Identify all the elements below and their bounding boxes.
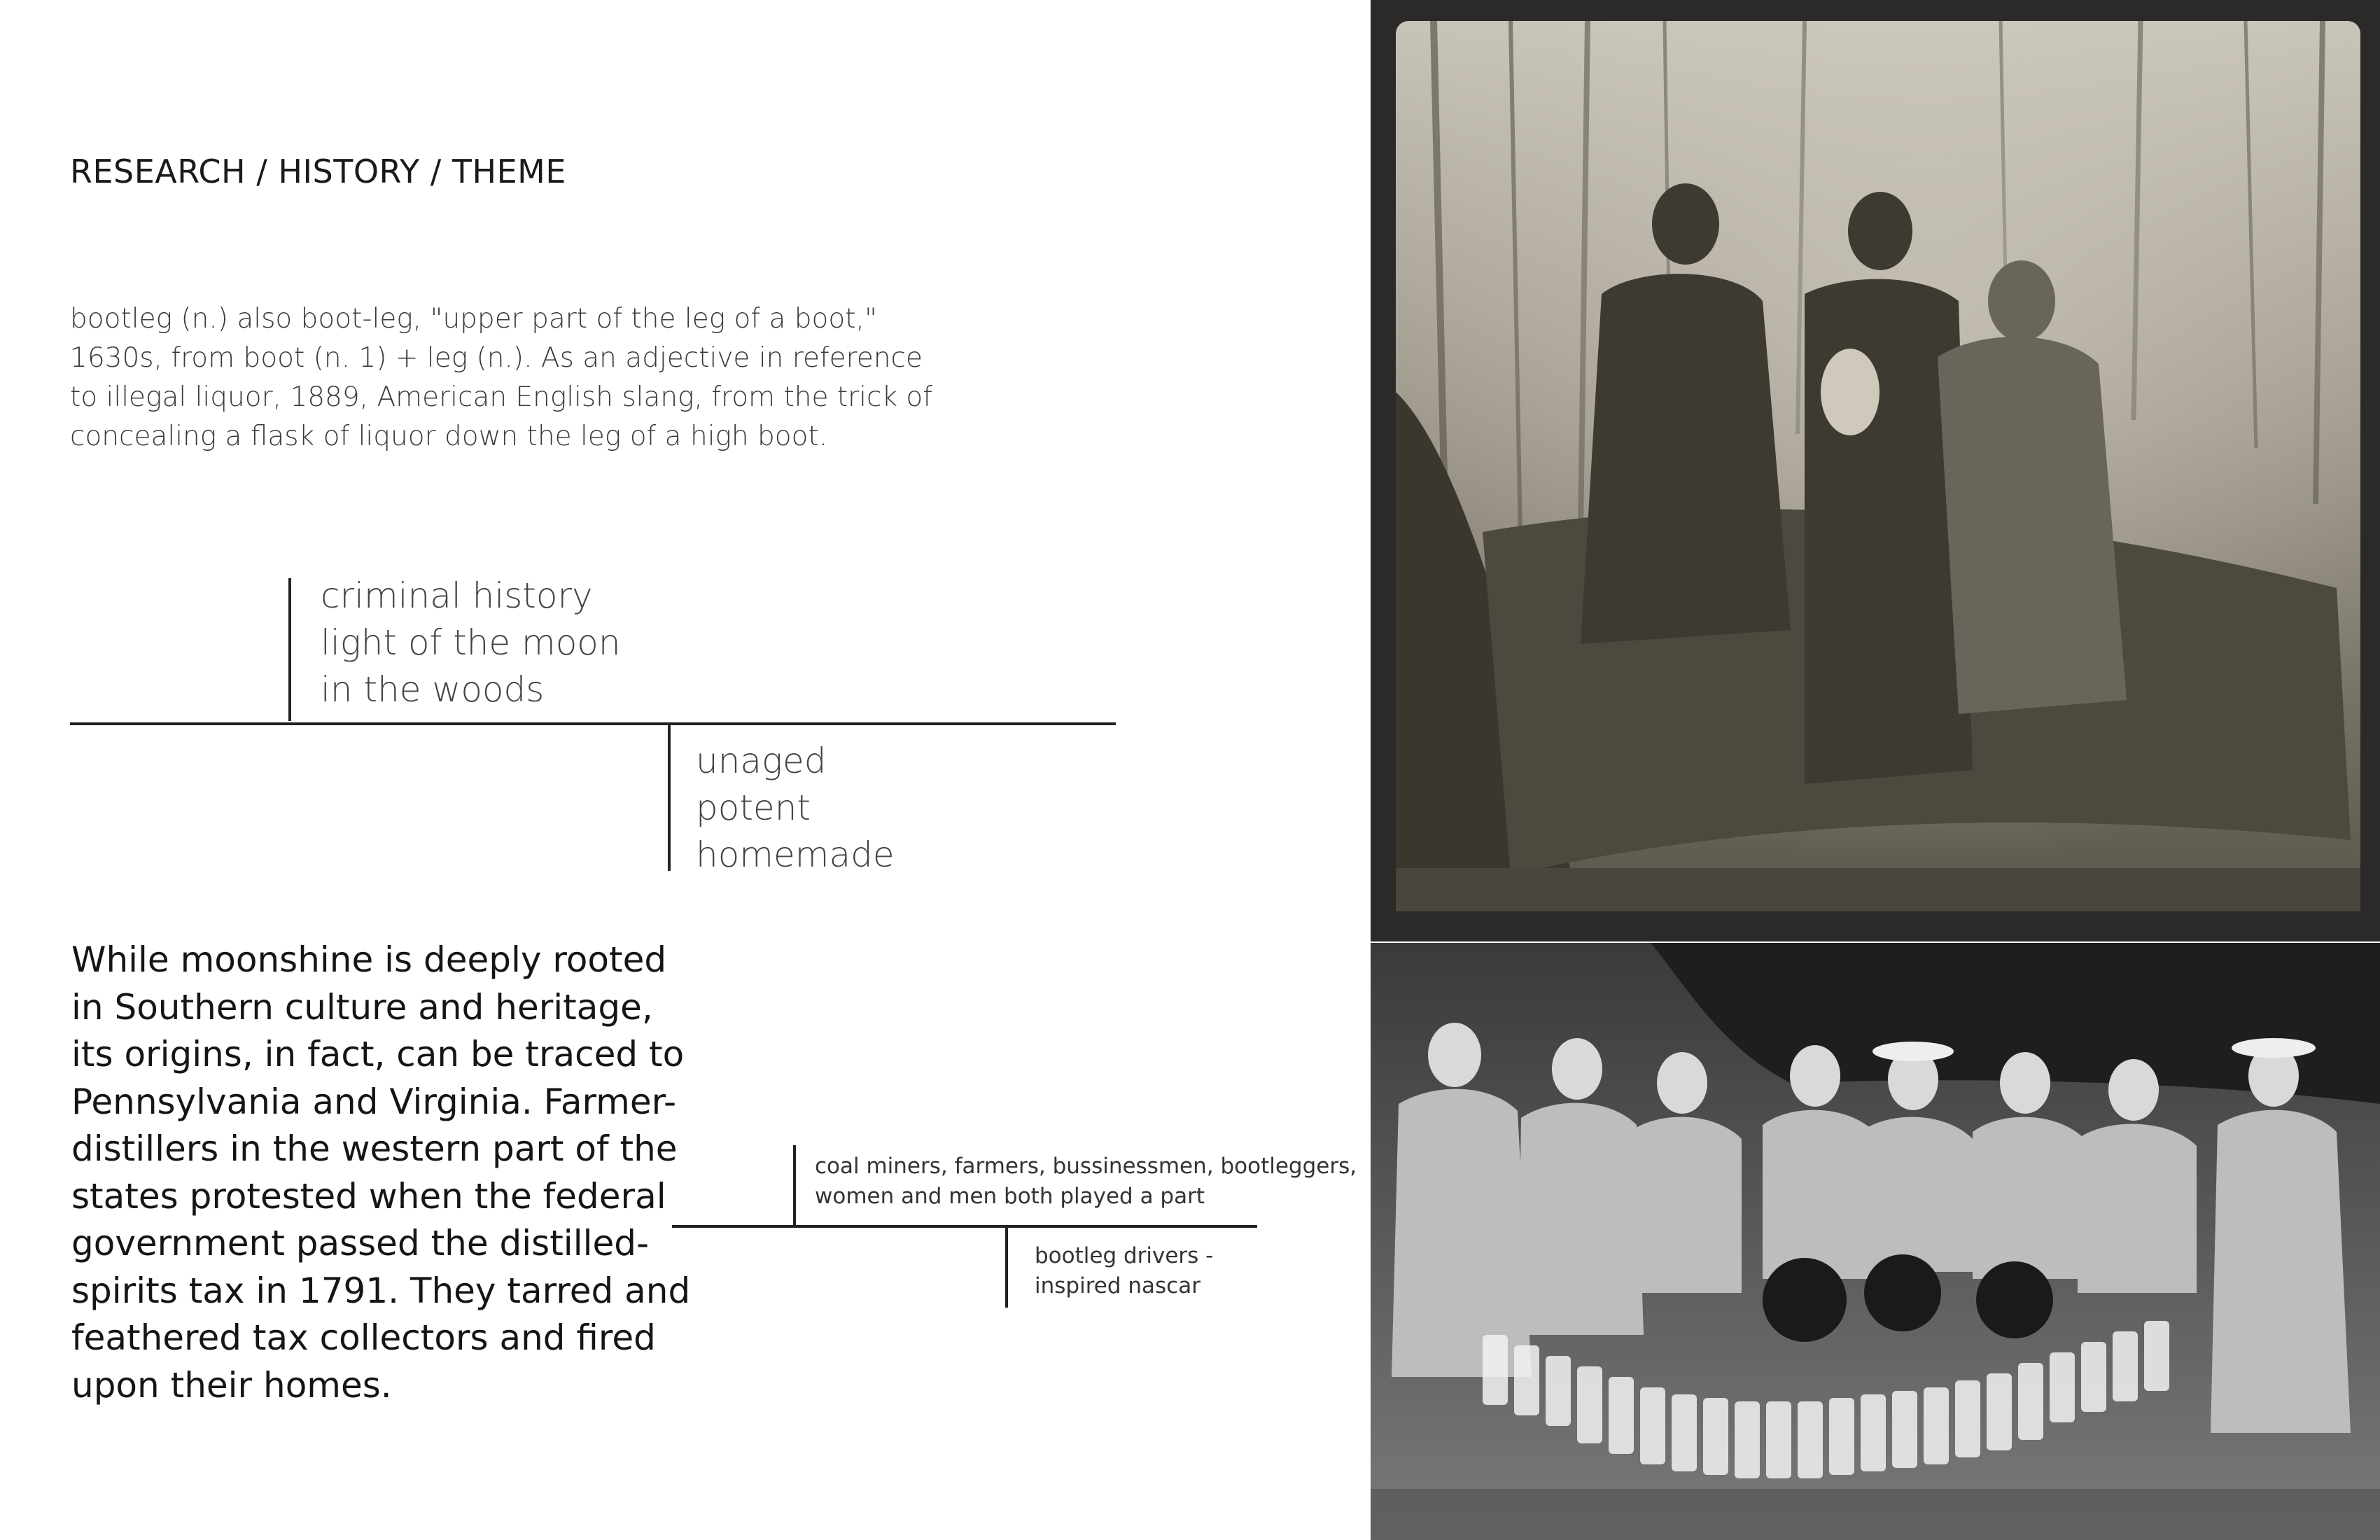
keyword: light of the moon — [321, 622, 621, 663]
note-line: women and men both played a part — [815, 1184, 1205, 1209]
definition-line: concealing a flask of liquor down the leg of a high boot. — [70, 421, 828, 452]
paragraph-line: in Southern culture and heritage, — [71, 986, 653, 1028]
paragraph-line: spirits tax in 1791. They tarred and — [71, 1270, 691, 1311]
note-line: coal miners, farmers, bussinessmen, bootleggers, — [815, 1154, 1357, 1179]
keyword: potent — [696, 788, 811, 828]
three-men-in-woods-photo — [1371, 0, 2380, 941]
note-line: inspired nascar — [1035, 1273, 1200, 1298]
page-title: RESEARCH / HISTORY / THEME — [70, 153, 566, 190]
keyword: homemade — [696, 834, 895, 875]
divider-horizontal — [70, 722, 1116, 725]
photo-frame — [1371, 0, 2380, 941]
note-top — [815, 1152, 1357, 1212]
keywords-bottom — [696, 738, 895, 878]
paragraph-line: its origins, in fact, can be traced to — [71, 1034, 685, 1074]
paragraph-line: government passed the distilled- — [71, 1223, 650, 1264]
definition-line: to illegal liquor, 1889, American English slang, from the trick of — [70, 382, 933, 413]
divider-horizontal — [672, 1225, 1257, 1228]
note-bottom — [1035, 1241, 1213, 1301]
note-line: bootleg drivers - — [1035, 1243, 1214, 1268]
divider-vertical — [1005, 1228, 1008, 1308]
paragraph-line: feathered tax collectors and fired — [71, 1317, 656, 1358]
paragraph-line: While moonshine is deeply rooted — [71, 939, 667, 980]
paragraph-line: upon their homes. — [71, 1364, 392, 1406]
divider-vertical — [793, 1145, 796, 1226]
paragraph-line: Pennsylvania and Virginia. Farmer- — [71, 1081, 677, 1122]
paragraph-line: distillers in the western part of the — [71, 1128, 678, 1169]
divider-vertical — [288, 578, 291, 721]
men-with-confiscated-bottles-photo — [1371, 943, 2380, 1540]
keywords-top — [321, 573, 621, 713]
divider-vertical — [668, 725, 671, 871]
definition-line: bootleg (n.) also boot-leg, "upper part of the leg of a boot," — [70, 303, 877, 335]
keyword: unaged — [696, 741, 827, 781]
history-paragraph — [71, 937, 691, 1409]
photo-frame — [1371, 943, 2380, 1540]
keyword: in the woods — [321, 669, 545, 710]
paragraph-line: states protested when the federal — [71, 1175, 666, 1217]
definition-line: 1630s, from boot (n. 1) + leg (n.). As an adjective in reference — [70, 342, 923, 374]
keyword: criminal history — [321, 575, 593, 616]
definition-paragraph — [70, 300, 933, 456]
